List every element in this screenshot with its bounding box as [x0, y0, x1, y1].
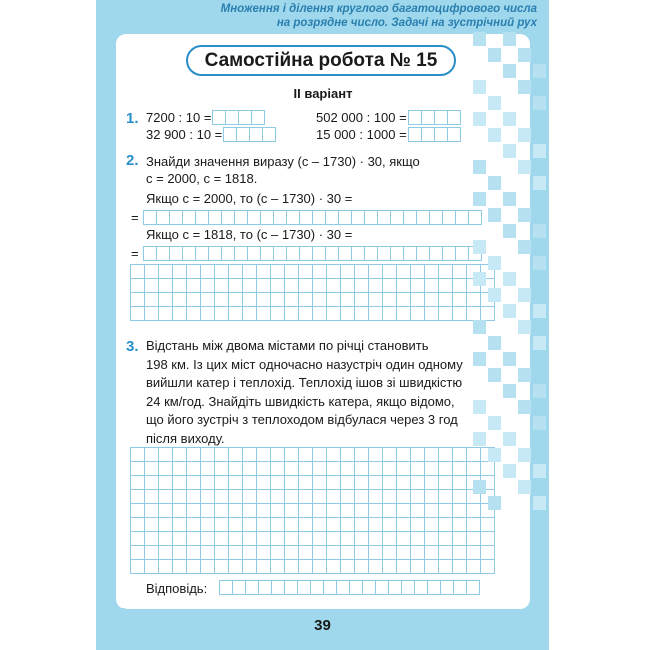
worksheet-card [116, 34, 530, 609]
answer-cells[interactable] [224, 127, 276, 142]
section-title-line2: на розрядне число. Задачі на зустрічний рух [276, 16, 537, 29]
answer-cells[interactable] [409, 110, 461, 125]
task3-line3: вийшли катер і теплохід. Теплохід ішов зі швидкістю [146, 375, 463, 390]
task3-line5: що його зустріч з теплоходом відбулася через 3 год [146, 412, 458, 427]
task2-case1-label: Якщо c = 2000, то (c – 1730) · 30 = [146, 191, 353, 206]
task1-item-1 [146, 110, 265, 125]
task1-expression-4: 15 000 : 1000 = [316, 127, 407, 142]
worksheet-title: Самостійна робота № 15 [186, 45, 456, 76]
task2-answer1-cells[interactable] [144, 210, 482, 225]
task1-item-2 [146, 127, 276, 142]
task2-text-line1: Знайди значення виразу (c – 1730) · 30, якщо [146, 154, 420, 169]
task2-answer2-cells[interactable] [144, 246, 482, 261]
grid-pattern-decoration [472, 30, 549, 530]
answer-cells[interactable] [220, 580, 480, 595]
task3-line2: 198 км. Із цих міст одночасно назустріч один одному [146, 356, 463, 372]
answer-cells[interactable] [409, 127, 461, 142]
task3-work-grid[interactable] [130, 447, 495, 574]
task3-number: 3. [126, 338, 139, 355]
task3-text [146, 337, 504, 448]
section-title-line1: Множення і ділення круглого багатоцифрового числа [220, 3, 537, 15]
task1-item-3 [316, 110, 461, 125]
task2-text [146, 153, 506, 187]
task1-expression-3: 502 000 : 100 = [316, 110, 407, 125]
page-number: 39 [314, 617, 331, 634]
task2-work-grid[interactable] [130, 264, 495, 321]
task1-number: 1. [126, 110, 139, 127]
equals-sign: = [131, 246, 139, 261]
task2-number: 2. [126, 152, 139, 169]
task3-line1: Відстань між двома містами по річці становить [146, 338, 429, 353]
task2-text-line2: c = 2000, c = 1818. [146, 171, 258, 186]
equals-sign: = [131, 210, 139, 225]
section-title [221, 3, 537, 30]
task1-item-4 [316, 127, 461, 142]
answer-label: Відповідь: [146, 581, 208, 596]
answer-cells[interactable] [213, 110, 265, 125]
variant-label: II варіант [293, 86, 353, 101]
task3-line4: 24 км/год. Знайдіть швидкість катера, якщо відомо, [146, 393, 455, 409]
task2-case2-label: Якщо c = 1818, то (c – 1730) · 30 = [146, 227, 353, 242]
task1-expression-1: 7200 : 10 = [146, 110, 212, 125]
page-header [96, 0, 549, 32]
task1-expression-2: 32 900 : 10 = [146, 127, 223, 142]
task3-line6: після виходу. [146, 430, 225, 446]
